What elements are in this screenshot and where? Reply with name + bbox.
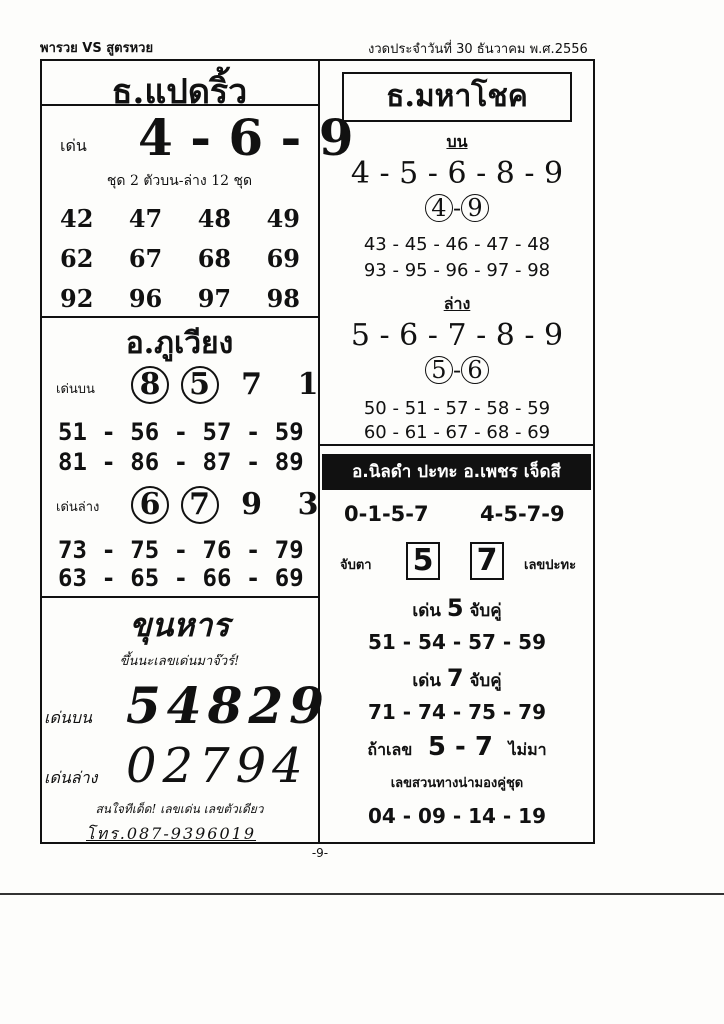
- suffix: ไม่มา: [508, 740, 547, 759]
- plain-digit: 9: [241, 487, 263, 522]
- footer: สนใจทีเด็ด! เลขเด่น เลขตัวเดียว: [95, 802, 264, 816]
- circled-digit: 8: [131, 366, 169, 404]
- divider: [40, 596, 319, 598]
- top-label: เด่นบน: [44, 708, 92, 727]
- number: 68: [197, 244, 232, 273]
- section-title: อ.ภูเวียง: [125, 326, 234, 361]
- top-label: เด่นบน: [56, 382, 95, 397]
- catch-label: จับตา: [340, 558, 372, 573]
- ifnot-line: [319, 732, 595, 763]
- pair-heading: [319, 664, 595, 694]
- number: 92: [60, 284, 94, 313]
- number-row: 04 - 09 - 14 - 19: [367, 804, 546, 828]
- number: 62: [60, 244, 94, 273]
- box-number: 7: [470, 542, 504, 580]
- circled-digit: 5: [181, 366, 219, 404]
- subtitle: ชุด 2 ตัวบน-ล่าง 12 ชุด: [106, 173, 253, 189]
- number-row: 60 - 61 - 67 - 68 - 69: [363, 422, 551, 443]
- number-row: 63 - 65 - 66 - 69: [58, 564, 304, 592]
- divider: [319, 444, 595, 446]
- upper-digits: 4 - 5 - 6 - 8 - 9: [350, 156, 564, 191]
- circled-digit: 6: [131, 486, 169, 524]
- digits: 5 - 7: [427, 732, 493, 762]
- bottom-digits: [128, 486, 318, 524]
- number-row: 71 - 74 - 75 - 79: [367, 700, 546, 724]
- bottom-number: 02794: [126, 738, 309, 794]
- top-number: 54829: [126, 676, 330, 735]
- top-digits: [128, 366, 318, 404]
- label: เด่น: [412, 601, 441, 621]
- bottom-label: เด่นล่าง: [44, 768, 98, 787]
- number-row: 93 - 95 - 96 - 97 - 98: [363, 260, 551, 281]
- divider: [40, 316, 319, 318]
- phone: โทร.087-9396019: [86, 824, 257, 843]
- circled-digit: 7: [181, 486, 219, 524]
- prefix: ถ้าเลข: [367, 740, 413, 759]
- number: 69: [266, 244, 300, 273]
- circled-digit: 5: [425, 356, 453, 384]
- number-row: [60, 244, 300, 273]
- page-edge: [0, 893, 724, 895]
- number: 97: [197, 284, 232, 313]
- plain-digit: 3: [297, 487, 319, 522]
- circled-digit: 6: [461, 356, 489, 384]
- left-set: 0-1-5-7: [344, 502, 429, 526]
- circled-digit: 9: [461, 194, 489, 222]
- number: 98: [266, 284, 300, 313]
- number-row: 43 - 45 - 46 - 47 - 48: [363, 234, 551, 255]
- suffix: จับคู่: [469, 601, 502, 621]
- number-row: 81 - 86 - 87 - 89: [58, 448, 304, 476]
- upper-circled: 4 - 9: [319, 194, 595, 222]
- right-set: 4-5-7-9: [480, 502, 565, 526]
- plain-digit: 1: [297, 367, 319, 402]
- digit: 5: [446, 594, 464, 622]
- main-label: เด่น: [60, 136, 87, 155]
- banner: อ.นิลดำ ปะทะ อ.เพชร เจ็ดสี: [322, 454, 591, 490]
- number: 48: [197, 204, 232, 233]
- number: 96: [128, 284, 163, 313]
- bottom-label: เด่นล่าง: [56, 500, 100, 515]
- subtitle: ขึ้นนะเลขเด่นมาจ๊วร์!: [119, 654, 240, 669]
- header-right: งวดประจำวันที่ 30 ธันวาคม พ.ศ.2556: [368, 42, 588, 57]
- number: 47: [128, 204, 163, 233]
- number-row: [60, 204, 300, 233]
- number: 67: [128, 244, 163, 273]
- suffix: จับคู่: [469, 671, 502, 691]
- number-row: 51 - 54 - 57 - 59: [367, 630, 546, 654]
- lower-circled: 5 - 6: [319, 356, 595, 384]
- number-row: 50 - 51 - 57 - 58 - 59: [363, 398, 551, 419]
- circled-digit: 4: [425, 194, 453, 222]
- section-title: ธ.มหาโชค: [342, 72, 572, 122]
- lower-digits: 5 - 6 - 7 - 8 - 9: [350, 318, 564, 353]
- page-number: -9-: [311, 846, 329, 860]
- number: 49: [266, 204, 300, 233]
- section-title: ขุนหาร: [129, 606, 230, 644]
- clash-label: เลขปะทะ: [524, 558, 577, 573]
- label: เด่น: [412, 671, 441, 691]
- digit: 7: [446, 664, 464, 692]
- upper-label: บน: [446, 132, 468, 151]
- number-row: 73 - 75 - 76 - 79: [58, 536, 304, 564]
- number-row: [60, 284, 300, 313]
- lower-label: ล่าง: [443, 294, 471, 313]
- header-left: พารวย VS สูตรหวย: [40, 41, 154, 56]
- note: เลขสวนทางน่ามองคู่ชุด: [390, 776, 524, 791]
- section-title: ธ.แปดริ้ว: [111, 72, 248, 112]
- number-row: 51 - 56 - 57 - 59: [58, 418, 304, 446]
- box-number: 5: [406, 542, 440, 580]
- number: 42: [60, 204, 94, 233]
- pair-heading: [319, 594, 595, 624]
- main-digits: 4 - 6 - 9: [138, 108, 354, 167]
- plain-digit: 7: [241, 367, 263, 402]
